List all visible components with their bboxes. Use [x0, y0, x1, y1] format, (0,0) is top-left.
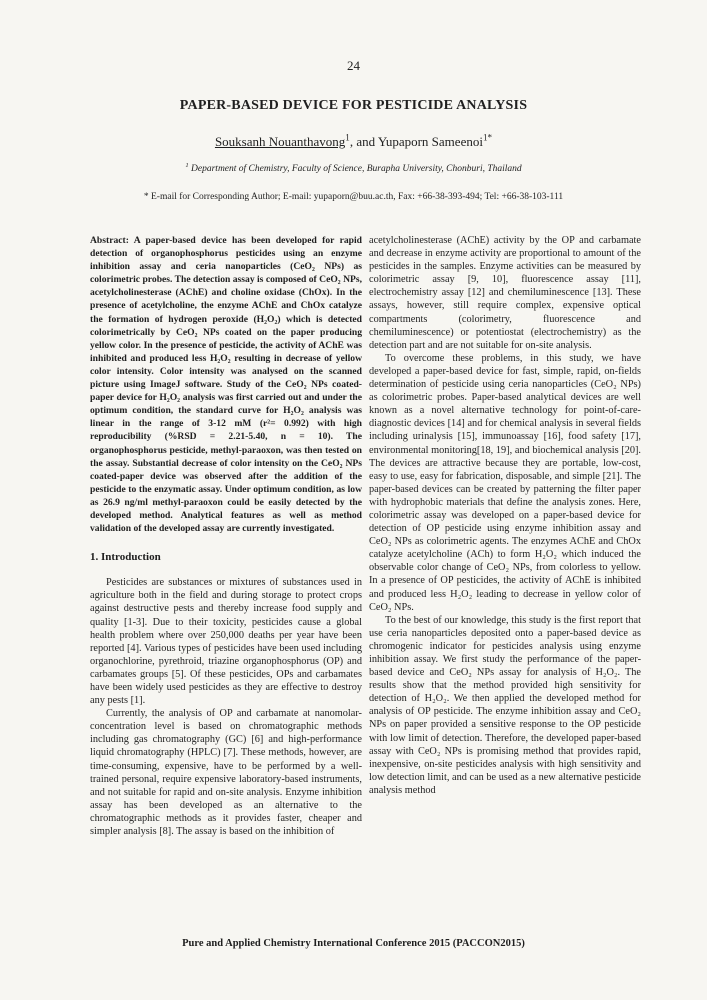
intro-paragraph-4: To the best of our knowledge, this study is the first report that use ceria nanoparticles deposited onto a paper-based device as chromogenic indicator for pesticides analysis using enzyme inhibition assay. We first study the performance of the paper-based device and CeO₂ NPs assay for analysis of H₂O₂. The results show that the method provided high sensitivity for detection of H₂O₂. We then applied the developed method for analysis of OP pesticide. The enzyme inhibition assay and CeO₂ NPs on paper provided a sensitive response to the OP pesticide with low limit of detection. Therefore, the developed paper-based assay with CeO₂ NPs is promising method that provides rapid, inexpensive, on-site pesticides analysis with high sensitivity and low detection limit, and can be used as a new alternative pesticide analysis method [369, 614, 641, 796]
corresponding-email: * E-mail for Corresponding Author; E-mail: yupaporn@buu.ac.th, Fax: +66-38-393-494; Tel: +66-38-103-111 [143, 192, 564, 202]
author-2: Yupaporn Sameenoi [377, 134, 483, 149]
paper-title: PAPER-BASED DEVICE FOR PESTICIDE ANALYSIS [179, 98, 528, 113]
left-column [90, 234, 362, 838]
page-footer: Pure and Applied Chemistry International Conference 2015 (PACCON2015) [182, 938, 525, 949]
author-2-mark: 1* [482, 132, 493, 143]
author-line [0, 134, 707, 150]
intro-paragraph-2: Currently, the analysis of OP and carbamate at nanomolar-concentration level is based on chromatographic methods including gas chromatography (GC) [6] and high-performance liquid chromatography (HPLC) [7]. These methods, however, are time-consuming, expensive, have to be performed by a well-trained personal, require expensive laboratory-based instruments, and not suitable for rapid and on-site analysis. Enzyme inhibition assay has been developed as an alternative to the chromatographic methods as it provides faster, cheaper and simpler analysis [8]. The assay is based on the inhibition of [90, 708, 362, 838]
section-heading-introduction: 1. Introduction [90, 551, 161, 564]
intro-paragraph-1: Pesticides are substances or mixtures of substances used in agriculture both in the field and during storage to protect crops against destructive pests and thereby increase food supply and quality [1-3]. Due to their toxicity, pesticides cause a global health problem where over 250,000 deaths per year have been reported [4]. Various types of pesticides have been used including organochlorine, pyrethroid, triazine organophosphorus (OP) and carbamates groups [5]. Of these pesticides, OPs and carbamates have been widely used pesticides as they are effective to destroy any pests [1]. [90, 577, 362, 707]
intro-paragraph-2-continued: acetylcholinesterase (AChE) activity by the OP and carbamate and decrease in enzyme activity are proportional to amount of the pesticides in the samples. Enzyme activities can be measured by colorimetric assay [9, 10], fluorescence assay [11], electrochemistry assay [12] and chemiluminescence [13]. These assays, however, still require complex, expensive optical compartments (colorimetry, fluorescence and chemiluminescence) or potentiostat (electrochemistry) as the detection part and are not suitable for on-site analysis. [369, 235, 641, 351]
abstract: Abstract: A paper-based device has been developed for rapid detection of organophosphorus pesticides using an enzyme inhibition assay and ceria nanoparticles (CeO₂ NPs) as colorimetric probes. The detection assay is composed of CeO₂ NPs, acetylcholinesterase (AChE) and choline oxidase (ChOx). In the presence of acetylcholine, the enzyme AChE and ChOx catalyze the formation of hydrogen peroxide (H₂O₂) which is detected colorimetrically by CeO₂ NPs coated on the paper producing yellow color. In the presence of pesticide, the activity of AChE was inhibited and produced less H₂O₂ resulting in decrease of yellow color intensity. Color intensity was analysed on the scanned picture using ImageJ software. Study of the CeO₂ NPs coated-paper device for H₂O₂ analysis was first carried out and under the optimum condition, the standard curve for H₂O₂ analysis was linear in the range of 3-12 mM (r²= 0.992) with high reproducibility (%RSD = 2.21-5.40, n = 10). The organophosphorus pesticide, methyl-paraoxon, was then tested on the assay. Substantial decrease of color intensity on the CeO₂ NPs coated-paper device was observed after the addition of the pesticide to the enzymatic assay. Under optimum condition, as low as 26.9 ng/ml methyl-paraoxon could be easily detected by the developed method. Analytical features as well as method validation of the developed assay are currently investigated. [90, 235, 362, 535]
affiliation-mark: 1 [185, 161, 189, 169]
affiliation-text: Department of Chemistry, Faculty of Science, Burapha University, Chonburi, Thailand [191, 164, 522, 174]
author-1-mark: 1 [345, 132, 350, 143]
intro-paragraph-3: To overcome these problems, in this study, we have developed a paper-based device for fast, simple, rapid, on-fields determination of pesticide using ceria nanoparticles (CeO₂ NPs) as colorimetric probes. Paper-based analytical devices are well known as a novel alternative technology for point-of-care-diagnostic devices [14] and for chemical analysis in several fields including urinalysis [15], immunoassay [16], food safety [17], environmental monitoring[18, 19], and biochemical analysis [20]. The devices are attractive because they are portable, low-cost, easy to use, easy for fabrication, disposable, and simple [21]. The paper-based devices can be created by patterning the filter paper with hydrophobic materials that define the analysis zones. Here, colorimetric assay was developed on a paper-based device for detection of OP pesticide using enzyme inhibition assay and CeO₂ NPs as colorimetric agents. The enzymes AChE and ChOx catalyze acetylcholine (ACh) to form H₂O₂ which induced the observable color change of CeO₂ NPs, from colorless to yellow. In a presence of OP pesticides, the activity of AChE is inhibited and produced less H₂O₂ leading to decrease in yellow color of CeO₂ NPs. [369, 352, 641, 613]
author-1: Souksanh Nouanthavong [214, 134, 346, 149]
right-column [369, 234, 641, 797]
author-separator: , and [349, 134, 378, 149]
affiliation [0, 161, 707, 174]
page-number: 24 [347, 58, 360, 73]
